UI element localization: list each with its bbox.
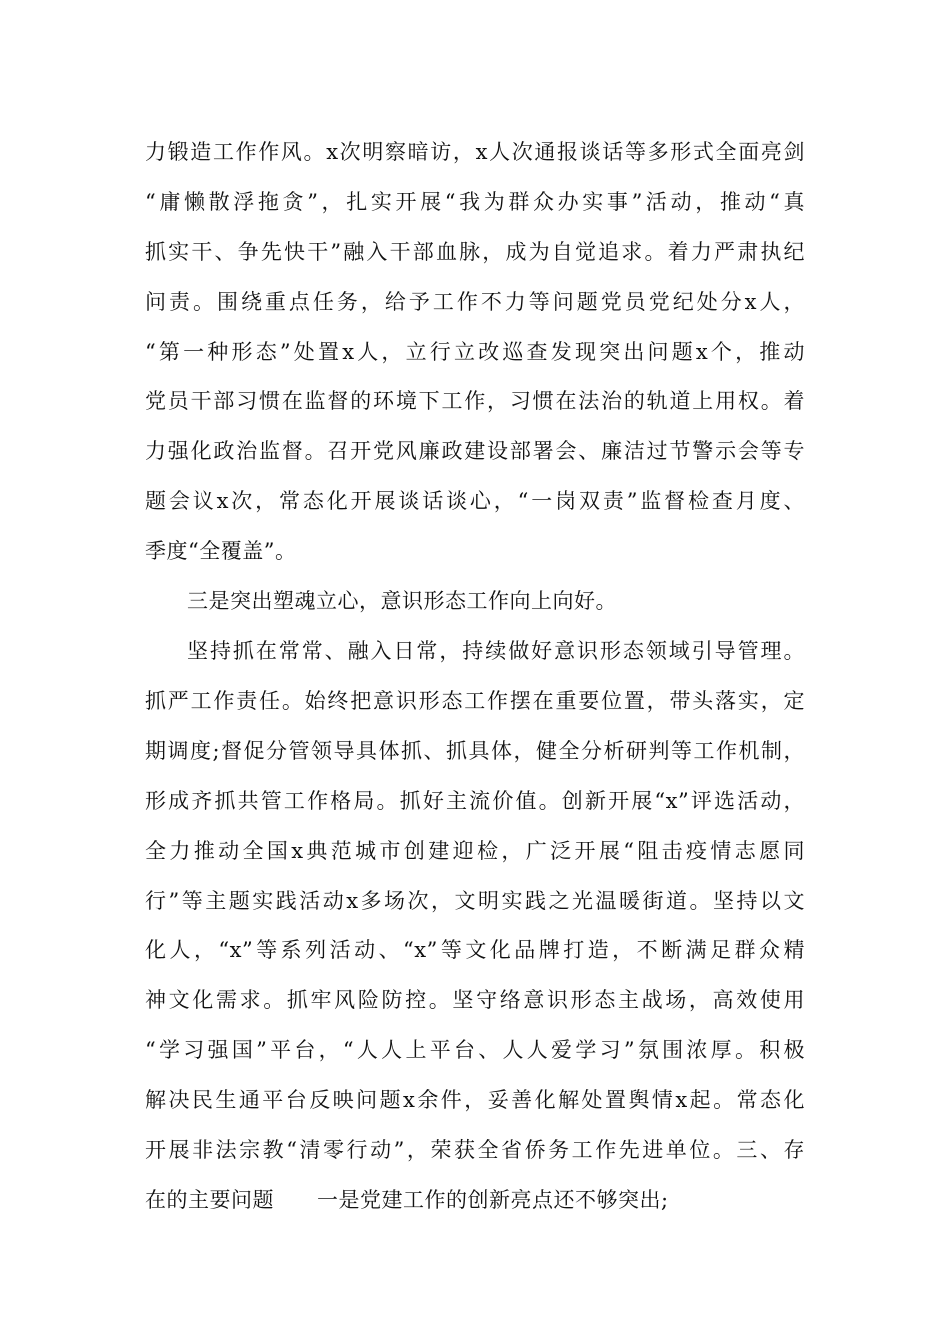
text-line: 全力推动全国x典范城市创建迎检，广泛开展“阻击疫情志愿同: [145, 839, 805, 863]
text-line: 开展非法宗教“清零行动”，荣获全省侨务工作先进单位。三、存: [145, 1138, 805, 1162]
text-line: “第一种形态”处置x人，立行立改巡查发现突出问题x个，推动: [145, 340, 805, 364]
text-line: 党员干部习惯在监督的环境下工作，习惯在法治的轨道上用权。着: [145, 389, 805, 413]
text-line: 在的主要问题 一是党建工作的创新亮点还不够突出;: [145, 1188, 669, 1212]
text-line: “庸懒散浮拖贪”，扎实开展“我为群众办实事”活动，推动“真: [145, 190, 805, 214]
text-line: 季度“全覆盖”。: [145, 539, 297, 563]
text-line: 题会议x次，常态化开展谈话谈心，“一岗双责”监督检查月度、: [145, 489, 805, 513]
text-line: 抓实干、争先快干”融入干部血脉，成为自觉追求。着力严肃执纪: [145, 240, 805, 264]
text-line: 坚持抓在常常、融入日常，持续做好意识形态领域引导管理。: [187, 639, 805, 663]
text-line: 力强化政治监督。召开党风廉政建设部署会、廉洁过节警示会等专: [145, 439, 805, 463]
text-line: 力锻造工作作风。x次明察暗访，x人次通报谈话等多形式全面亮剑: [145, 140, 805, 164]
text-line: 抓严工作责任。始终把意识形态工作摆在重要位置，带头落实，定: [145, 689, 805, 713]
text-line: “学习强国”平台，“人人上平台、人人爱学习”氛围浓厚。积极: [145, 1038, 805, 1062]
text-line: 解决民生通平台反映问题x余件，妥善化解处置舆情x起。常态化: [145, 1088, 805, 1112]
text-line: 行”等主题实践活动x多场次，文明实践之光温暖街道。坚持以文: [145, 889, 805, 913]
text-line: 神文化需求。抓牢风险防控。坚守络意识形态主战场，高效使用: [145, 988, 805, 1012]
section-heading: 三是突出塑魂立心，意识形态工作向上向好。: [187, 589, 617, 613]
text-line: 化人，“x”等系列活动、“x”等文化品牌打造，不断满足群众精: [145, 938, 805, 962]
text-line: 形成齐抓共管工作格局。抓好主流价值。创新开展“x”评选活动，: [145, 789, 805, 813]
text-line: 期调度;督促分管领导具体抓、抓具体，健全分析研判等工作机制，: [145, 739, 805, 763]
text-line: 问责。围绕重点任务，给予工作不力等问题党员党纪处分x人，: [145, 290, 805, 314]
